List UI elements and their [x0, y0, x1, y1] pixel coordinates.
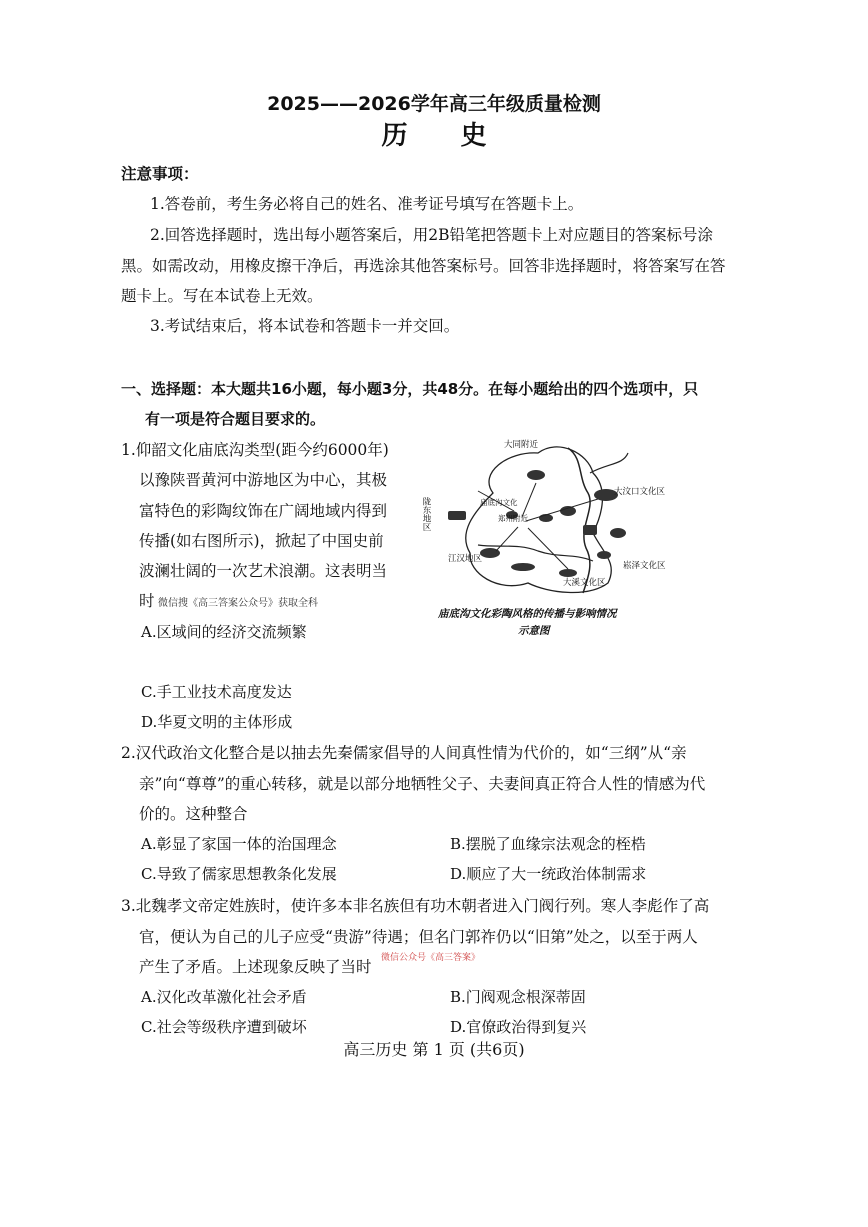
question-3-option-b: B.门阀观念根深蒂固	[450, 988, 586, 1006]
notice-item: 黑。如需改动，用橡皮擦干净后，再选涂其他答案标号。回答非选择题时，将答案写在答	[121, 257, 726, 275]
subject-title: 历 史	[381, 121, 509, 151]
question-1-stem: 波澜壮阔的一次艺术浪潮。这表明当	[139, 562, 388, 580]
question-1-option-a: A.区域间的经济交流频繁	[141, 623, 307, 641]
watermark-text: 微信搜《高三答案公众号》获取全科	[158, 598, 318, 609]
watermark-text: 微信公众号《高三答案》	[381, 953, 481, 963]
question-2-option-c: C.导致了儒家思想教条化发展	[141, 865, 337, 883]
question-1-stem: 以豫陕晋黄河中游地区为中心，其极	[139, 471, 388, 489]
map-caption: 示意图	[518, 625, 550, 637]
question-2-option-d: D.顺应了大一统政治体制需求	[450, 865, 647, 883]
question-2-stem: 亲”向“尊尊”的重心转移，就是以部分地牺牲父子、夫妻间真正符合人性的情感为代	[139, 775, 706, 793]
map-label: 庙底沟文化	[480, 498, 518, 507]
question-1-stem: 富特色的彩陶纹饰在广阔地域内得到	[139, 502, 388, 520]
question-1-option-c: C.手工业技术高度发达	[141, 683, 292, 701]
question-3-stem: 3.北魏孝文帝定姓族时，使许多本非名族但有功木朝者进入门阀行列。寒人李彪作了高	[121, 897, 710, 915]
question-2-stem: 价的。这种整合	[139, 805, 248, 823]
question-3-option-c: C.社会等级秩序遭到破坏	[141, 1018, 307, 1036]
map-label: 大汶口文化区	[614, 487, 666, 497]
map-label: 崧泽文化区	[623, 561, 666, 571]
question-2-stem: 2.汉代政治文化整合是以抽去先秦儒家倡导的人间真性情为代价的，如“三纲”从“亲	[121, 744, 687, 762]
question-1-stem: 1.仰韶文化庙底沟类型(距今约6000年)	[121, 441, 389, 459]
map-label: 陇东地区	[421, 497, 431, 531]
question-3-stem: 官，便认为自己的儿子应受“贵游”待遇；但名门郭祚仍以“旧第”处之，以至于两人	[139, 928, 698, 946]
section-heading: 一、选择题：本大题共16小题，每小题3分，共48分。在每小题给出的四个选项中，只	[121, 380, 699, 398]
page-footer: 高三历史 第 1 页 (共6页)	[343, 1040, 525, 1059]
question-1-stem: 传播(如右图所示)，掀起了中国史前	[139, 532, 384, 550]
exam-title: 2025——2026学年高三年级质量检测	[267, 93, 601, 115]
notice-item: 1.答卷前，考生务必将自己的姓名、准考证号填写在答题卡上。	[150, 195, 584, 213]
miaodigou-pottery-map	[418, 433, 680, 613]
notice-item: 2.回答选择题时，选出每小题答案后，用2B铅笔把答题卡上对应题目的答案标号涂	[150, 226, 714, 244]
section-heading-cont: 有一项是符合题目要求的。	[145, 410, 326, 428]
question-2-option-a: A.彰显了家国一体的治国理念	[141, 835, 337, 853]
question-1-stem: 时	[139, 592, 155, 610]
notice-item: 题卡上。写在本试卷上无效。	[121, 287, 323, 305]
question-1-option-d: D.华夏文明的主体形成	[141, 713, 293, 731]
question-2-option-b: B.摆脱了血缘宗法观念的桎梏	[450, 835, 646, 853]
map-label: 大溪文化区	[563, 578, 606, 588]
notice-heading: 注意事项：	[121, 165, 199, 183]
question-3-option-a: A.汉化改革激化社会矛盾	[141, 988, 307, 1006]
notice-item: 3.考试结束后，将本试卷和答题卡一并交回。	[150, 317, 460, 335]
question-3-option-d: D.官僚政治得到复兴	[450, 1018, 587, 1036]
map-caption: 庙底沟文化彩陶风格的传播与影响情况	[438, 608, 617, 620]
map-label: 大同附近	[504, 440, 539, 450]
question-3-stem: 产生了矛盾。上述现象反映了当时	[139, 958, 372, 976]
map-label: 江汉地区	[448, 554, 483, 564]
map-label: 郑州附近	[498, 514, 528, 523]
